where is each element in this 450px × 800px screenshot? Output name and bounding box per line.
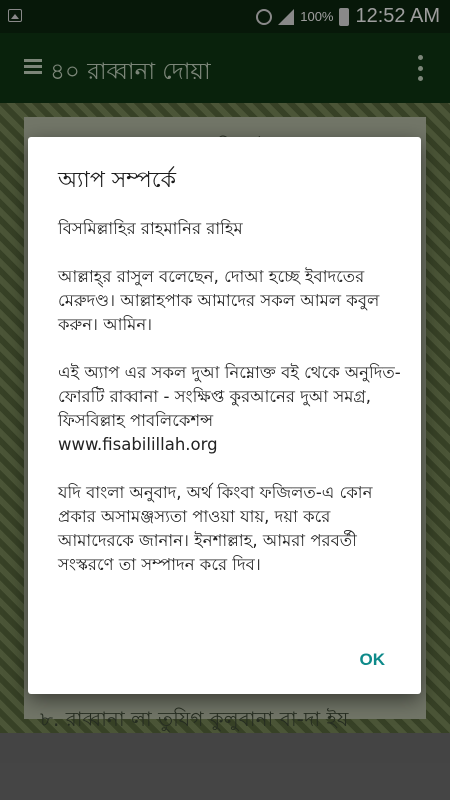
battery-percent: 100%	[300, 9, 334, 24]
dialog-body	[58, 217, 403, 601]
dialog-paragraph: যদি বাংলা অনুবাদ, অর্থ কিংবা ফজিলত-এ কোন প্রকার অসামঞ্জস্যতা পাওয়া যায়, দয়া করে আমাদেরকে জানান। ইনশাল্লাহ, আমরা পরবর্তী সংস্করণে তা সম্পাদন করে দিব।	[58, 483, 373, 574]
dialog-paragraph: এই অ্যাপ এর সকল দুআ নিম্নোক্ত বই থেকে অনুদিত-	[58, 363, 401, 382]
website-link: www.fisabilillah.org	[58, 435, 218, 454]
list-item[interactable]: ৮. রাব্বানা লা তুযিগ কুলুবানা বা-দা ইয	[40, 707, 349, 731]
ok-button[interactable]: OK	[359, 650, 385, 669]
dialog-paragraph: আল্লাহ্‌র রাসুল বলেছেন, দোআ হচ্ছে ইবাদতের মেরুদণ্ড। আল্লাহপাক আমাদের সকল আমল কবুল করুন। আমিন।	[58, 267, 380, 334]
about-dialog	[28, 137, 421, 694]
clock: 12:52 AM	[355, 5, 440, 27]
dialog-paragraph: ফোরটি রাব্বানা - সংক্ষিপ্ত কুরআনের দুআ সমগ্র, ফিসবিল্লাহ পাবলিকেশন্স	[58, 387, 372, 430]
dialog-title: অ্যাপ সম্পর্কে	[58, 168, 176, 193]
dialog-paragraph: বিসমিল্লাহির রাহমানির রাহিম	[58, 219, 243, 238]
app-title: ৪০ রাব্বানা দোয়া	[50, 59, 211, 85]
